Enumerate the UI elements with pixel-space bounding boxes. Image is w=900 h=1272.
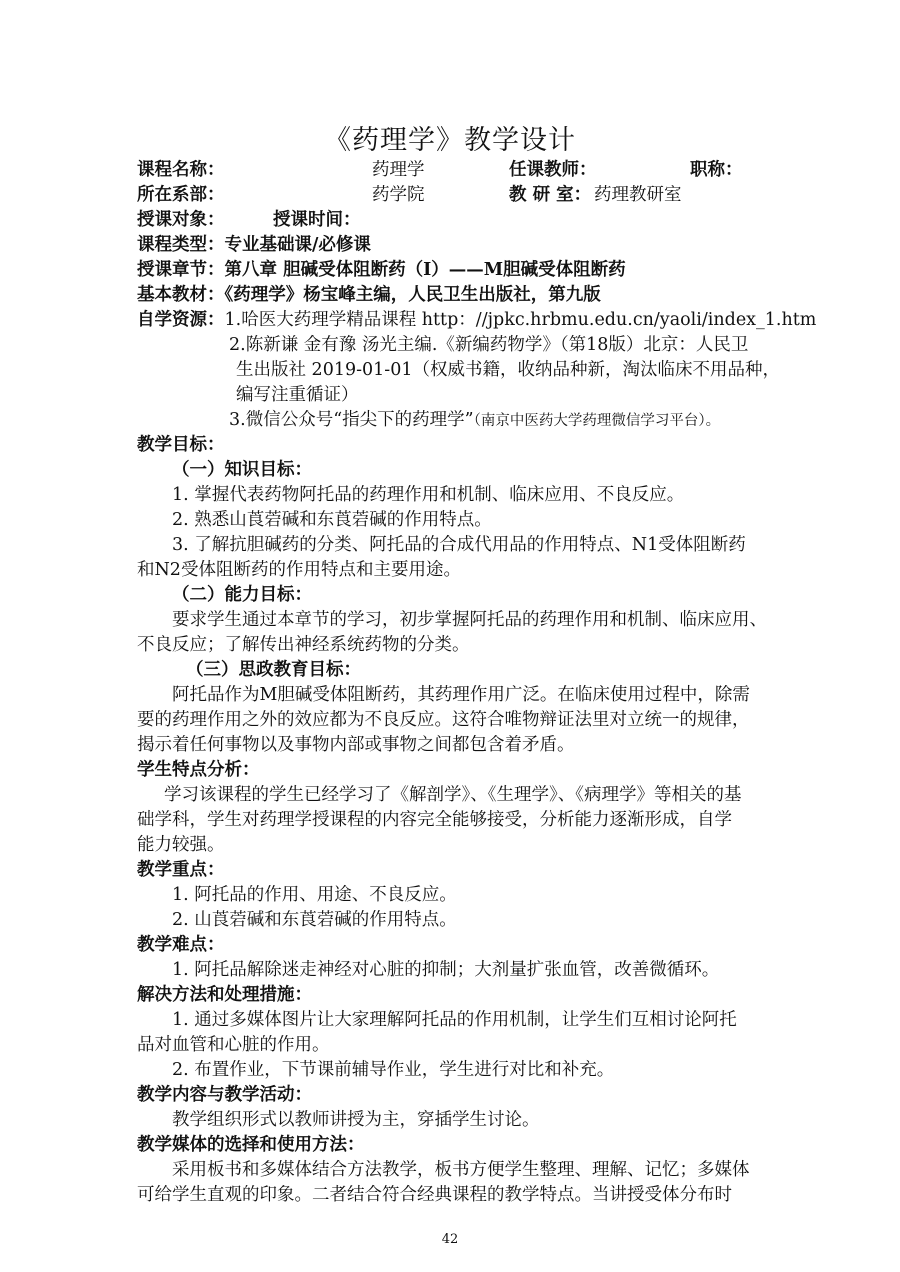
list-item: 1. 阿托品的作用、用途、不良反应。 (172, 885, 457, 905)
paragraph-line: 要的药理作用之外的效应都为不良反应。这符合唯物辩证法里对立统一的规律， (137, 710, 750, 730)
list-item: 2. 布置作业，下节课前辅导作业，学生进行对比和补充。 (172, 1060, 615, 1080)
resources-label: 自学资源： (137, 310, 225, 330)
resource-line: 编写注重循证） (236, 385, 359, 405)
chapter-label: 授课章节： (137, 260, 225, 280)
key-points-heading: 教学重点： (137, 860, 225, 880)
chapter-value: 第八章 胆碱受体阻断药（Ⅰ）——M胆碱受体阻断药 (224, 260, 626, 280)
list-item-continuation: 品对血管和心脏的作用。 (137, 1035, 330, 1055)
paragraph-line: 教学组织形式以教师讲授为主，穿插学生讨论。 (172, 1110, 540, 1130)
time-label: 授课时间： (273, 210, 361, 230)
page-title: 《药理学》教学设计 (324, 125, 576, 156)
office-value: 药理教研室 (594, 185, 682, 205)
list-item: 3. 了解抗胆碱药的分类、阿托品的合成代用品的作用特点、N1受体阻断药 (172, 535, 746, 555)
rank-label: 职称： (690, 160, 743, 180)
ability-heading: （二）能力目标： (172, 585, 312, 605)
dept-value: 药学院 (372, 185, 425, 205)
resource-line (229, 408, 720, 434)
list-item: 1. 掌握代表药物阿托品的药理作用和机制、临床应用、不良反应。 (172, 485, 685, 505)
textbook-label: 基本教材： (137, 285, 225, 305)
knowledge-heading: （一）知识目标： (172, 460, 312, 480)
type-value: 专业基础课/必修课 (224, 235, 371, 255)
students-heading: 学生特点分析： (137, 760, 260, 780)
paragraph-line: 采用板书和多媒体结合方法教学，板书方便学生整理、理解、记忆；多媒体 (172, 1160, 750, 1180)
paragraph-line: 揭示着任何事物以及事物内部或事物之间都包含着矛盾。 (137, 735, 575, 755)
resource-3-text: 3.微信公众号“指尖下的药理学” (229, 410, 474, 430)
audience-row (137, 208, 361, 233)
paragraph-line: 要求学生通过本章节的学习，初步掌握阿托品的药理作用和机制、临床应用、 (172, 610, 767, 630)
type-label: 课程类型： (137, 235, 225, 255)
chapter-row (137, 258, 626, 283)
paragraph-line: 可给学生直观的印象。二者结合符合经典课程的教学特点。当讲授受体分布时 (137, 1185, 732, 1205)
content-heading: 教学内容与教学活动： (137, 1085, 312, 1105)
paragraph-line: 础学科，学生对药理学授课程的内容完全能够接受，分析能力逐渐形成，自学 (137, 810, 732, 830)
objectives-heading: 教学目标： (137, 435, 225, 455)
dept-row (137, 183, 682, 208)
course-row (137, 158, 743, 183)
ideology-heading: （三）思政教育目标： (186, 660, 361, 680)
resource-line: 生出版社 2019-01-01（权威书籍，收纳品种新，淘汰临床不用品种， (236, 360, 780, 380)
dept-label: 所在系部： (137, 185, 225, 205)
resources-row (137, 308, 816, 333)
list-item: 2. 山莨菪碱和东莨菪碱的作用特点。 (172, 910, 457, 930)
resource-line: 2.陈新谦 金有豫 汤光主编.《新编药物学》（第18版）北京：人民卫 (229, 335, 749, 355)
list-item-continuation: 和N2受体阻断药的作用特点和主要用途。 (137, 560, 461, 580)
audience-label: 授课对象： (137, 210, 225, 230)
resource-line: 1.哈医大药理学精品课程 http：//jpkc.hrbmu.edu.cn/yaoli/index_1.htm (224, 310, 817, 330)
solutions-heading: 解决方法和处理措施： (137, 985, 312, 1005)
resource-3-note: （南京中医药大学药理微信学习平台）。 (473, 413, 721, 429)
teacher-label: 任课教师： (509, 160, 597, 180)
paragraph-line: 不良反应；了解传出神经系统药物的分类。 (137, 635, 470, 655)
office-label: 教 研 室： (509, 185, 592, 205)
list-item: 1. 阿托品解除迷走神经对心脏的抑制；大剂量扩张血管，改善微循环。 (172, 960, 720, 980)
paragraph-line: 能力较强。 (137, 835, 225, 855)
textbook-row (137, 283, 601, 308)
course-value: 药理学 (372, 160, 425, 180)
list-item: 1. 通过多媒体图片让大家理解阿托品的作用机制，让学生们互相讨论阿托 (172, 1010, 737, 1030)
paragraph-line: 学习该课程的学生已经学习了《解剖学》、《生理学》、《病理学》等相关的基 (164, 785, 742, 805)
difficulties-heading: 教学难点： (137, 935, 225, 955)
page-number: 42 (441, 1232, 459, 1247)
course-label: 课程名称： (137, 160, 225, 180)
list-item: 2. 熟悉山莨菪碱和东莨菪碱的作用特点。 (172, 510, 492, 530)
media-heading: 教学媒体的选择和使用方法： (137, 1135, 365, 1155)
paragraph-line: 阿托品作为M胆碱受体阻断药，其药理作用广泛。在临床使用过程中，除需 (172, 685, 750, 705)
textbook-value: 《药理学》杨宝峰主编，人民卫生出版社，第九版 (224, 285, 601, 305)
type-row (137, 233, 371, 258)
